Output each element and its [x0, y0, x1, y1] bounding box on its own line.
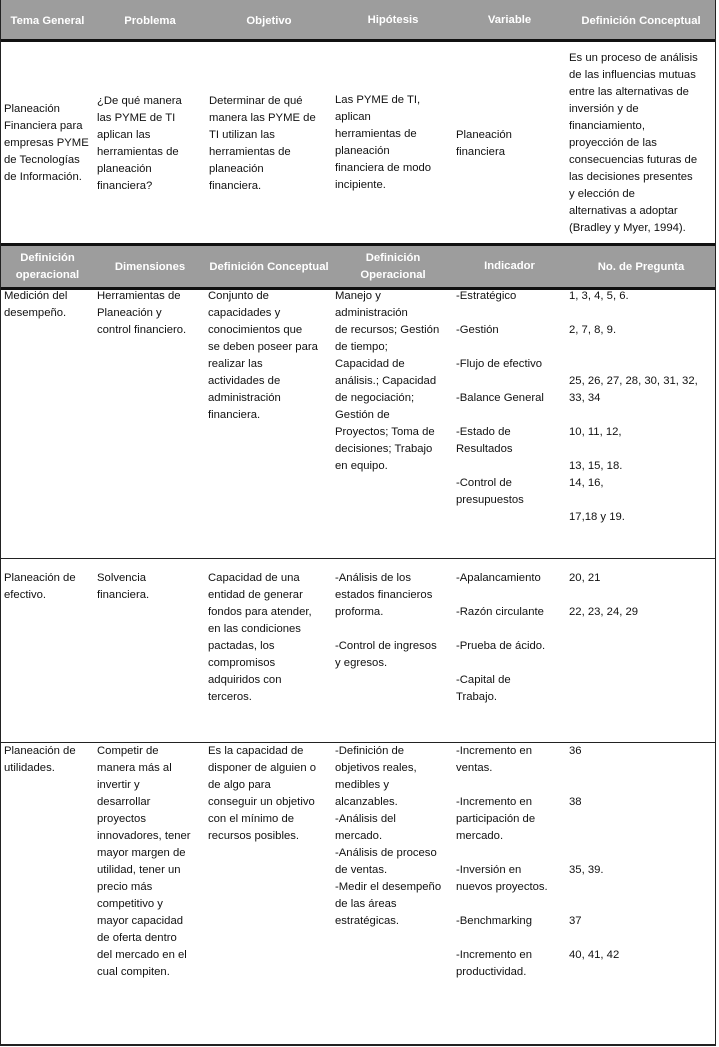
- s3-indicador: -Inversión en nuevos proyectos.: [456, 864, 548, 893]
- header-tema-general: Tema General: [10, 15, 85, 27]
- header-no-pregunta: No. de Pregunta: [597, 261, 685, 273]
- s1-indicador: -Estado de Resultados: [456, 426, 513, 455]
- header-hipotesis: Hipótesis: [367, 14, 419, 26]
- s3-pregunta: 35, 39.: [569, 864, 604, 876]
- s1-indicador: -Flujo de efectivo: [456, 358, 543, 370]
- s3-indicador: -Benchmarking: [456, 915, 532, 927]
- cell-definicion: Es un proceso de análisis de las influencias mutuas entre las alternativas de inversión y de financiamiento, proyección de las consecuencias futuras de las decisiones presentes y elección de alternativas a adoptar (Bradley y Myer, 1994).: [569, 52, 698, 234]
- s1-def-op: Manejo y administración de recursos; Gestión de tiempo; Capacidad de análisis.; Capacidad de negociación; Gestión de Proyectos; Toma de decisiones; Trabajo en equipo.: [335, 290, 440, 472]
- s3-indicador: -Incremento en ventas.: [456, 745, 532, 774]
- table-left-border: [0, 0, 1, 1046]
- s1-pregunta: 10, 11, 12,: [569, 426, 622, 438]
- s2-indicador: -Capital de Trabajo.: [456, 674, 511, 703]
- s3-indicador: -Incremento en productividad.: [456, 949, 532, 978]
- s2-dimensiones: Solvencia financiera.: [97, 572, 150, 601]
- s3-def-conceptual: Es la capacidad de disponer de alguien o de algo para conseguir un objetivo con el mínimo de recursos posibles.: [208, 745, 317, 842]
- header-definicion-operacional: Definición operacional: [15, 252, 80, 281]
- s3-pregunta: 37: [569, 915, 582, 927]
- s2-def-operacional: Planeación de efectivo.: [4, 572, 76, 601]
- s2-pregunta: 20, 21: [569, 572, 601, 584]
- header-dimensiones: Dimensiones: [114, 261, 186, 273]
- header-definicion-operacional-2: Definición Operacional: [360, 252, 426, 281]
- s1-pregunta: 14, 16,: [569, 477, 604, 489]
- header-definicion-conceptual-2: Definición Conceptual: [209, 261, 329, 273]
- s1-pregunta: 25, 26, 27, 28, 30, 31, 32, 33, 34: [569, 375, 698, 404]
- s1-indicador: -Estratégico: [456, 290, 517, 302]
- s3-pregunta: 40, 41, 42: [569, 949, 620, 961]
- s2-def-op: -Control de ingresos y egresos.: [335, 640, 437, 669]
- s2-indicador: -Apalancamiento: [456, 572, 541, 584]
- s1-indicador: -Control de presupuestos: [456, 477, 524, 506]
- cell-hipotesis: Las PYME de TI, aplican herramientas de planeación financiera de modo incipiente.: [335, 94, 432, 191]
- header-problema: Problema: [124, 15, 176, 27]
- cell-variable: Planeación financiera: [456, 129, 512, 158]
- header-variable: Variable: [487, 14, 532, 26]
- s2-pregunta: 22, 23, 24, 29: [569, 606, 639, 618]
- s1-pregunta: 17,18 y 19.: [569, 511, 625, 523]
- s1-pregunta: 1, 3, 4, 5, 6.: [569, 290, 629, 302]
- s3-indicador: -Incremento en participación de mercado.: [456, 796, 536, 842]
- s1-pregunta: 2, 7, 8, 9.: [569, 324, 617, 336]
- table-bottom-border: [0, 1044, 716, 1046]
- header-indicador: Indicador: [484, 260, 535, 272]
- s2-def-op: -Análisis de los estados financieros proforma.: [335, 572, 433, 618]
- s1-def-operacional: Medición del desempeño.: [4, 290, 68, 319]
- s2-indicador: -Razón circulante: [456, 606, 544, 618]
- s2-indicador: -Prueba de ácido.: [456, 640, 546, 652]
- table-right-border: [715, 0, 716, 1046]
- s3-def-operacional: Planeación de utilidades.: [4, 745, 76, 774]
- s1-indicador: -Gestión: [456, 324, 499, 336]
- s3-pregunta: 36: [569, 745, 582, 757]
- s2-def-conceptual: Capacidad de una entidad de generar fondos para atender, en las condiciones pactadas, los compromisos adquiridos con terceros.: [208, 572, 312, 703]
- s1-pregunta: 13, 15, 18.: [569, 460, 623, 472]
- divider: [0, 558, 716, 559]
- header-definicion-conceptual: Definición Conceptual: [581, 15, 701, 27]
- cell-problema: ¿De qué manera las PYME de TI aplican las herramientas de planeación financiera?: [97, 95, 182, 192]
- s3-def-op: -Definición de objetivos reales, medibles y alcanzables. -Análisis del mercado. -Análisis de proceso de ventas. -Medir el desempeño de las áreas estratégicas.: [335, 745, 442, 927]
- s1-indicador: -Balance General: [456, 392, 544, 404]
- s1-def-conceptual: Conjunto de capacidades y conocimientos que se deben poseer para realizar las actividades de administración financiera.: [208, 290, 318, 421]
- s1-dimensiones: Herramientas de Planeación y control financiero.: [97, 290, 187, 336]
- cell-objetivo: Determinar de qué manera las PYME de TI utilizan las herramientas de planeación financiera.: [209, 95, 316, 192]
- s3-dimensiones: Competir de manera más al invertir y desarrollar proyectos innovadores, tener mayor margen de utilidad, tener un precio más competitivo y mayor capacidad de oferta dentro del mercado en el cual compiten.: [97, 745, 191, 978]
- s3-pregunta: 38: [569, 796, 582, 808]
- header-objetivo: Objetivo: [246, 15, 292, 27]
- cell-tema: Planeación Financiera para empresas PYME de Tecnologías de Información.: [4, 103, 89, 183]
